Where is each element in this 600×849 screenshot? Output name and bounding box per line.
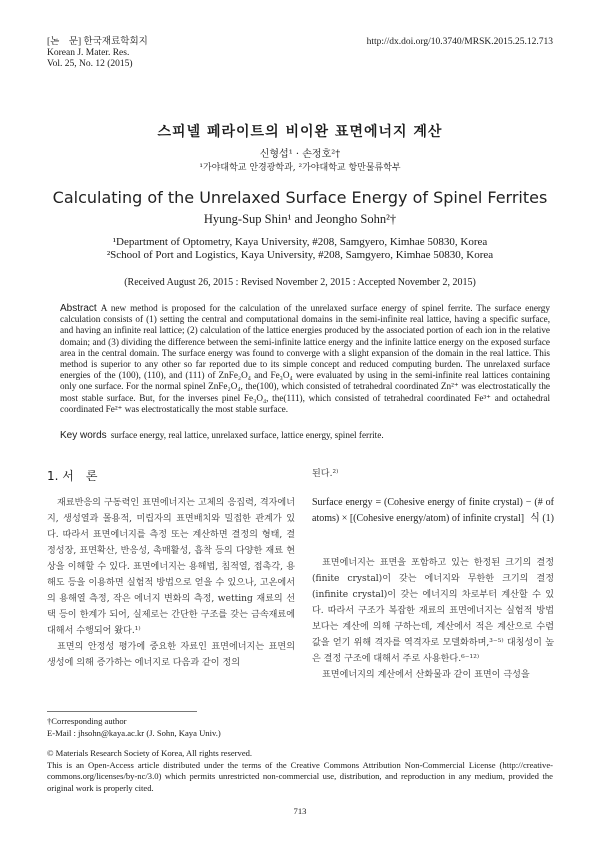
authors-english: Hyung-Sup Shin¹ and Jeongho Sohn²† — [203, 212, 397, 226]
paragraph: 재료반응의 구동력인 표면에너지는 고체의 응집력, 격자에너지, 생성열과 몰용적, 미립자의 표면배치와 밀접한 관계가 있다. 따라서 표면에너지를 측정 또는 계산하면 결정의 형태, 결정성장, 표면확산, 반응성, 촉매활성, 흡착 등의 다양한 재료 현상을 이해할 수 있다. 표면에너지는 용해법, 침적열, 접촉각, 용해도 등을 이용하면 실험적 방법으로 얻을 수 있으나, 고온에서의 용해열 측정, 작은 에너지 변화의 측정, wetting 재료의 선택 등이 한계가 되어, 실제로는 간단한 구조를 갖는 금속재료에 대해서 수행되어 왔다.¹⁾ — [47, 498, 295, 636]
keywords-text: surface energy, real lattice, unrelaxed surface, lattice energy, spinel ferrite. — [110, 430, 384, 440]
equation-number: 식 (1) — [530, 513, 554, 524]
received-dates: (Received August 26, 2015 : Revised November 2, 2015 : Accepted November 2, 2015) — [124, 277, 476, 288]
journal-volume: Vol. 25, No. 12 (2015) — [47, 59, 133, 69]
affiliation-2: ²School of Port and Logistics, Kaya University, #208, Samgyero, Kimhae 50830, Korea — [106, 249, 494, 261]
footnote-divider — [47, 711, 197, 712]
affiliation-korean: ¹가야대학교 안경광학과, ²가야대학교 항만물류학부 — [199, 163, 401, 173]
equation-1 — [312, 495, 554, 527]
paragraph: 표면에너지의 계산에서 산화물과 같이 표면이 극성을 — [322, 670, 530, 680]
license-text: This is an Open-Access article distributed under the terms of the Creative Commons Attribution Non-Commercial License (http://creative-commons.org/licenses/by-nc/3.0) which permits unrestricted non-commercial use, distribution, and reproduction in any medium, provided the original work is properly cited. — [47, 759, 553, 793]
footnote — [47, 716, 553, 794]
abstract-text: A new method is proposed for the calculation of the unrelaxed surface energy of spinel ferrite. The surface energy calculation consists of (1) setting the central and computational domains in the semi-infinite real lattice, having a specific surface, and having an infinite real lattice; (2) calculation of the lattice energies produced by the associated portion of each ion in the relative domain; and (3) dividing the difference between the semi-infinite lattice energy and the infinite lattice energy on the exposed surface area in the central domain. The surface energy was found to converge with a slight expansion of the domain in the real lattice. This method is superior to any other so far reported due to its simple concept and reduced computing burden. The unrelaxed surface energies of the (100), (110), and (111) of ZnFe₂O₄ and Fe₃O₄ were evaluated by using in the semi-infinite real lattices containing only one surface. For the normal spinel ZnFe₂O₄, the(100), which consisted of tetrahedral coordinated Zn²⁺ was electrostatically the most stable surface. But, for the inverses pinel Fe₃O₄, the(111), which consisted of tetrahedral coordinated Fe³⁺ and octahedral coordinated Fe²⁺ was electrostatically the most stable surface. — [60, 303, 550, 414]
keywords-label: Key words — [60, 430, 107, 441]
journal-name-en: Korean J. Mater. Res. — [47, 48, 130, 58]
copyright: © Materials Research Society of Korea, All rights reserved. — [47, 748, 253, 758]
right-column — [312, 466, 554, 482]
paragraph: 표면에너지는 표면을 포함하고 있는 한정된 크기의 결정(finite crystal)이 갖는 에너지와 무한한 크기의 결정(infinite crystal)이 갖는 에너지의 차로부터 계산할 수 있다. 따라서 구조가 복잡한 재료의 표면에너지는 실험적 방법보다는 계산에 의해 구하는데, 계산에서 적은 계산으로 수렴값을 얻기 위해 격자를 역격자로 모델화하며,³⁻⁵⁾ 대칭성이 높은 결정 구조에 대해서 주로 사용한다.⁶⁻¹²⁾ — [312, 558, 554, 664]
page-number: 713 — [293, 806, 307, 816]
section-heading-introduction: 1. 서 론 — [47, 469, 98, 483]
journal-name-kr: [논 문] 한국재료학회지 — [47, 37, 148, 47]
title-korean: 스피넬 페라이트의 비이완 표면에너지 계산 — [157, 124, 443, 140]
title-english: Calculating of the Unrelaxed Surface Energy of Spinel Ferrites — [52, 188, 548, 207]
affiliations-english — [0, 236, 600, 262]
paragraph: 된다.²⁾ — [312, 469, 339, 479]
left-column — [47, 495, 295, 671]
equation-text: Surface energy = (Cohesive energy of finite crystal) − (# of atoms) × [(Cohesive energy/atom) of infinite crystal] — [312, 497, 554, 524]
doi-link[interactable]: http://dx.doi.org/10.3740/MRSK.2015.25.12.713 — [366, 37, 553, 47]
right-column-body — [312, 555, 554, 683]
authors-korean: 신형섭¹ · 손정호²† — [259, 149, 341, 160]
abstract-label: Abstract — [60, 303, 97, 314]
journal-info — [47, 37, 148, 70]
keywords — [60, 430, 560, 441]
affiliation-1: ¹Department of Optometry, Kaya University, #208, Samgyero, Kimhae 50830, Korea — [112, 236, 488, 248]
abstract — [60, 303, 550, 415]
author-email[interactable]: E-Mail : jhsohn@kaya.ac.kr (J. Sohn, Kaya Univ.) — [47, 727, 221, 738]
corresponding-author: †Corresponding author — [47, 716, 127, 726]
paragraph: 표면의 안정성 평가에 중요한 자료인 표면에너지는 표면의 생성에 의해 증가하는 에너지로 다음과 같이 정의 — [47, 642, 295, 668]
